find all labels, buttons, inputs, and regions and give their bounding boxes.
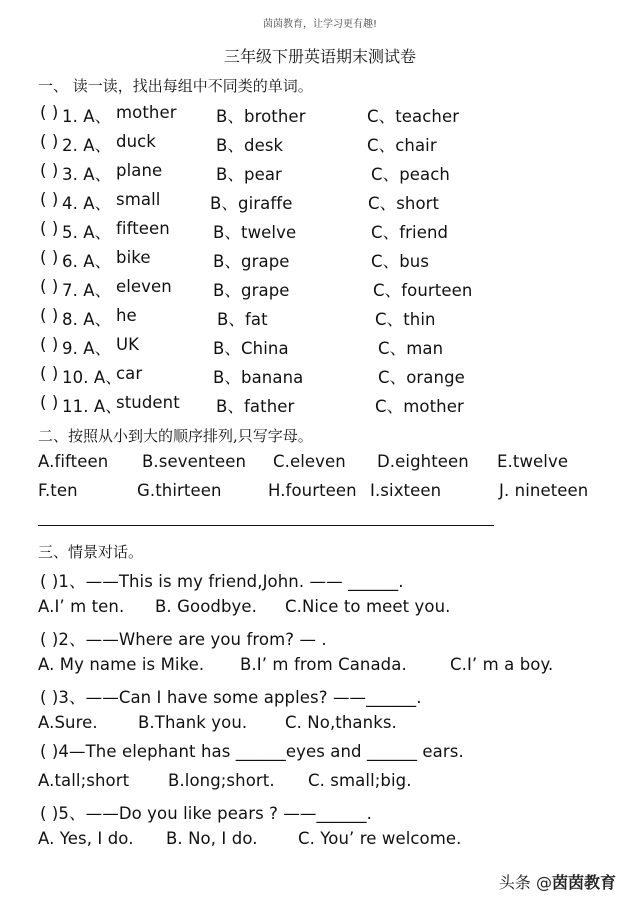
dialogue-question: ( )2、——Where are you from? — . <box>40 630 327 649</box>
dialogue-option: A.tall;short <box>38 771 130 790</box>
option-b: B、China <box>213 339 289 358</box>
item-number: 10. A、 <box>62 368 122 387</box>
answer-line <box>38 525 494 526</box>
footer-brand: 茵茵教育 <box>551 873 616 892</box>
option-a: student <box>116 393 180 412</box>
section1-heading: 一、 读一读，找出每组中不同类的单词。 <box>38 77 313 95</box>
option-a: duck <box>116 132 156 151</box>
number-option: E.twelve <box>497 452 569 471</box>
option-c: C、teacher <box>367 107 460 126</box>
option-c: C、orange <box>378 368 465 387</box>
option-a: small <box>116 190 161 209</box>
answer-paren: ( ) <box>40 393 59 412</box>
number-option: A.fifteen <box>38 452 109 471</box>
item-number: 4. A、 <box>62 194 112 213</box>
dialogue-option: C.I’ m a boy. <box>450 655 554 674</box>
option-c: C、man <box>378 339 444 358</box>
option-c: C、mother <box>375 397 464 416</box>
dialogue-option: B. No, I do. <box>166 829 258 848</box>
option-b: B、twelve <box>213 223 297 242</box>
watermark-footer <box>499 870 616 893</box>
option-b: B、father <box>216 397 295 416</box>
option-b: B、pear <box>216 165 282 184</box>
item-number: 1. A、 <box>62 107 112 126</box>
option-b: B、grape <box>213 281 290 300</box>
number-option: H.fourteen <box>268 481 357 500</box>
option-c: C、short <box>368 194 440 213</box>
item-number: 5. A、 <box>62 223 112 242</box>
answer-paren: ( ) <box>40 364 59 383</box>
number-option: F.ten <box>38 481 78 500</box>
option-b: B、desk <box>216 136 284 155</box>
option-c: C、bus <box>371 252 430 271</box>
item-number: 8. A、 <box>62 310 112 329</box>
option-a: UK <box>116 335 140 354</box>
answer-paren: ( ) <box>40 190 59 209</box>
item-number: 3. A、 <box>62 165 112 184</box>
page-title: 三年级下册英语期末测试卷 <box>223 47 416 66</box>
item-number: 11. A、 <box>62 397 122 416</box>
dialogue-question: ( )3、——Can I have some apples? ——______. <box>40 688 422 707</box>
number-option: J. nineteen <box>499 481 589 500</box>
item-number: 2. A、 <box>62 136 112 155</box>
number-option: B.seventeen <box>142 452 247 471</box>
dialogue-option: B. Goodbye. <box>155 597 257 616</box>
option-c: C、friend <box>371 223 449 242</box>
option-b: B、grape <box>213 252 290 271</box>
section3-heading: 三、情景对话。 <box>38 543 144 561</box>
dialogue-option: A.Sure. <box>38 713 98 732</box>
header-note: 茵茵教育，让学习更有趣! <box>262 19 377 30</box>
dialogue-option: A.I’ m ten. <box>38 597 125 616</box>
option-c: C、chair <box>367 136 437 155</box>
option-c: C、peach <box>371 165 450 184</box>
dialogue-option: B.I’ m from Canada. <box>240 655 407 674</box>
dialogue-option: C.Nice to meet you. <box>285 597 451 616</box>
option-b: B、banana <box>213 368 304 387</box>
item-number: 6. A、 <box>62 252 112 271</box>
dialogue-option: C. You’ re welcome. <box>298 829 462 848</box>
dialogue-question: ( )1、——This is my friend,John. —— ______. <box>40 572 404 591</box>
option-c: C、thin <box>375 310 436 329</box>
number-option: I.sixteen <box>370 481 442 500</box>
section2-heading: 二、按照从小到大的顺序排列,只写字母。 <box>38 427 313 445</box>
dialogue-option: A. Yes, I do. <box>38 829 134 848</box>
dialogue-option: B.long;short. <box>168 771 275 790</box>
answer-paren: ( ) <box>40 161 59 180</box>
number-option: D.eighteen <box>377 452 469 471</box>
option-a: eleven <box>116 277 172 296</box>
option-a: he <box>116 306 137 325</box>
dialogue-option: C. No,thanks. <box>285 713 397 732</box>
footer-prefix: 头条 @ <box>498 873 552 892</box>
option-a: fifteen <box>116 219 170 238</box>
dialogue-option: C. small;big. <box>308 771 412 790</box>
dialogue-question: ( )5、——Do you like pears ? ——______. <box>40 804 372 823</box>
number-option: C.eleven <box>273 452 346 471</box>
item-number: 9. A、 <box>62 339 112 358</box>
option-a: bike <box>116 248 151 267</box>
option-c: C、fourteen <box>373 281 473 300</box>
answer-paren: ( ) <box>40 306 59 325</box>
option-b: B、fat <box>217 310 268 329</box>
answer-paren: ( ) <box>40 277 59 296</box>
item-number: 7. A、 <box>62 281 112 300</box>
answer-paren: ( ) <box>40 219 59 238</box>
answer-paren: ( ) <box>40 248 59 267</box>
number-option: G.thirteen <box>137 481 222 500</box>
dialogue-option: A. My name is Mike. <box>38 655 205 674</box>
option-a: car <box>116 364 143 383</box>
dialogue-option: B.Thank you. <box>138 713 248 732</box>
dialogue-question: ( )4—The elephant has ______eyes and ______ ears. <box>40 742 464 761</box>
answer-paren: ( ) <box>40 132 59 151</box>
option-b: B、brother <box>216 107 306 126</box>
option-a: mother <box>116 103 177 122</box>
option-b: B、giraffe <box>210 194 293 213</box>
option-a: plane <box>116 161 163 180</box>
answer-paren: ( ) <box>40 103 59 122</box>
answer-paren: ( ) <box>40 335 59 354</box>
